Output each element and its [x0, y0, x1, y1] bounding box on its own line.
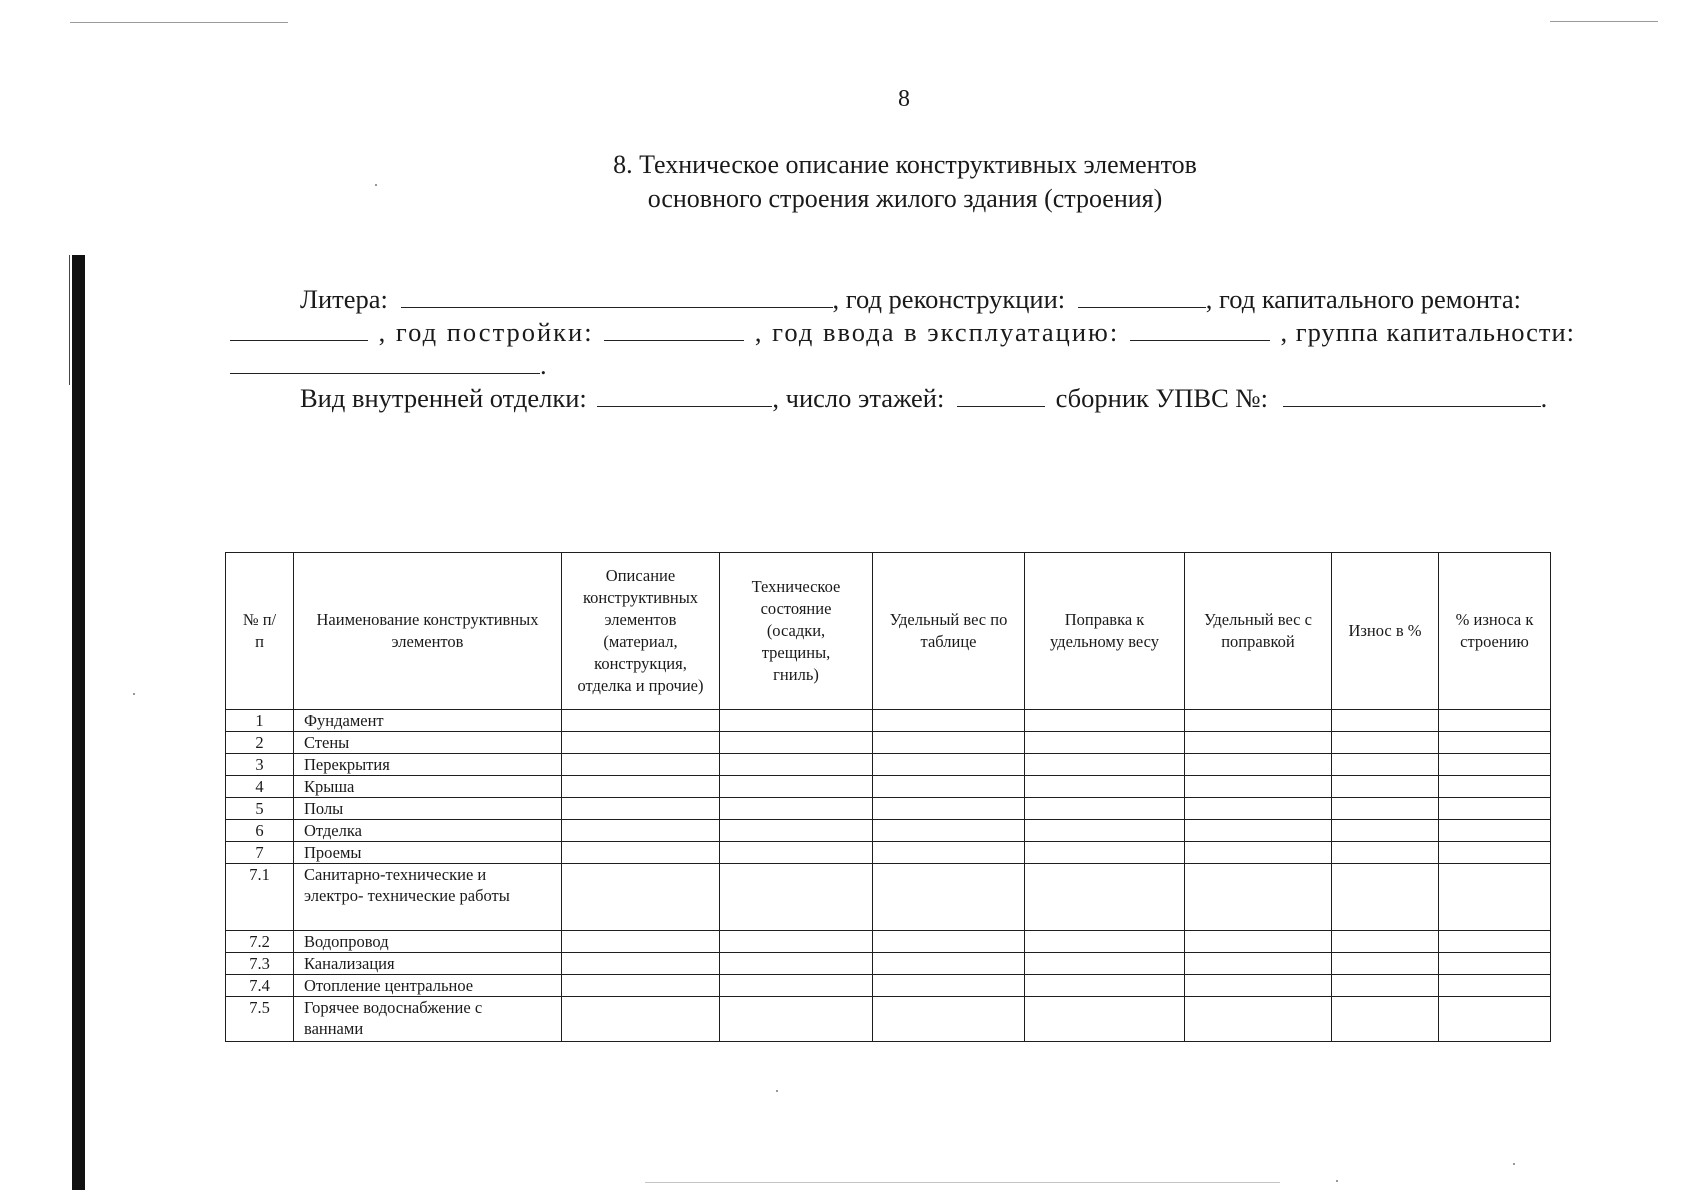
cell-wear-percent[interactable] [1332, 754, 1439, 776]
row-number: 3 [226, 754, 294, 776]
cell-weight-table[interactable] [873, 710, 1025, 732]
table-row [226, 710, 1551, 732]
cell-weight-correction[interactable] [1025, 931, 1185, 953]
cell-weight-correction[interactable] [1025, 732, 1185, 754]
cell-weight-table[interactable] [873, 953, 1025, 975]
construction-year-blank[interactable] [604, 314, 744, 341]
interior-finish-blank[interactable] [597, 380, 772, 407]
end-period: . [1540, 383, 1548, 413]
title-line-2: основного строения жилого здания (строения) [647, 184, 1163, 213]
construction-year-label: , год постройки: [378, 317, 594, 347]
row-name: Отделка [294, 820, 562, 842]
upvs-label: сборник УПВС №: [1055, 383, 1269, 413]
row-name: Санитарно-технические и электро- технические работы [294, 864, 562, 931]
capital-group-period: . [540, 350, 547, 380]
cell-weight-corrected[interactable] [1185, 842, 1332, 864]
cell-condition[interactable] [720, 864, 873, 931]
table-row [226, 953, 1551, 975]
cell-description[interactable] [562, 975, 720, 997]
cell-weight-corrected[interactable] [1185, 953, 1332, 975]
cell-description[interactable] [562, 842, 720, 864]
cell-weight-corrected[interactable] [1185, 975, 1332, 997]
cell-weight-corrected[interactable] [1185, 776, 1332, 798]
litera-label: Литера: [300, 284, 388, 314]
cell-wear-percent[interactable] [1332, 864, 1439, 931]
table-row [226, 798, 1551, 820]
capital-group-blank[interactable] [230, 347, 540, 374]
cell-wear-percent[interactable] [1332, 953, 1439, 975]
row-name: Полы [294, 798, 562, 820]
cell-condition[interactable] [720, 732, 873, 754]
cell-wear-percent[interactable] [1332, 820, 1439, 842]
cell-condition[interactable] [720, 931, 873, 953]
cell-weight-correction[interactable] [1025, 975, 1185, 997]
row-name: Стены [294, 732, 562, 754]
scan-speck [1336, 1180, 1338, 1182]
table-row [226, 820, 1551, 842]
title-line-1: 8. Техническое описание конструктивных элементов [613, 150, 1197, 179]
row-number: 7.1 [226, 864, 294, 931]
header-technical-condition: Техническое состояние (осадки, трещины, гниль) [720, 553, 873, 710]
row-number: 5 [226, 798, 294, 820]
cell-description[interactable] [562, 953, 720, 975]
table-row [226, 776, 1551, 798]
cell-wear-building[interactable] [1439, 842, 1551, 864]
cell-description[interactable] [562, 820, 720, 842]
cell-wear-building[interactable] [1439, 732, 1551, 754]
floors-label: , число этажей: [772, 383, 945, 413]
cell-weight-corrected[interactable] [1185, 864, 1332, 931]
cell-condition[interactable] [720, 798, 873, 820]
cell-weight-table[interactable] [873, 776, 1025, 798]
cell-weight-table[interactable] [873, 931, 1025, 953]
cell-condition[interactable] [720, 754, 873, 776]
cell-weight-table[interactable] [873, 820, 1025, 842]
cell-wear-building[interactable] [1439, 776, 1551, 798]
table-row [226, 732, 1551, 754]
upvs-blank[interactable] [1283, 380, 1541, 407]
header-wear-to-building: % износа к строению [1439, 553, 1551, 710]
row-number: 7.3 [226, 953, 294, 975]
scan-speck [776, 1090, 778, 1092]
row-name: Фундамент [294, 710, 562, 732]
cell-description[interactable] [562, 776, 720, 798]
row-number: 7.4 [226, 975, 294, 997]
cell-condition[interactable] [720, 776, 873, 798]
cell-wear-building[interactable] [1439, 820, 1551, 842]
capital-group-label: , группа капитальности: [1280, 317, 1575, 347]
cell-weight-correction[interactable] [1025, 842, 1185, 864]
scan-left-edge-thin-line [69, 255, 70, 385]
table-row [226, 754, 1551, 776]
row-number: 7.5 [226, 997, 294, 1042]
table-row [226, 864, 1551, 931]
interior-finish-label: Вид внутренней отделки: [300, 383, 587, 413]
cell-wear-percent[interactable] [1332, 710, 1439, 732]
cell-wear-percent[interactable] [1332, 842, 1439, 864]
row-name: Крыша [294, 776, 562, 798]
row-name: Отопление центральное [294, 975, 562, 997]
cell-weight-correction[interactable] [1025, 798, 1185, 820]
row-number: 7 [226, 842, 294, 864]
cell-wear-percent[interactable] [1332, 776, 1439, 798]
cell-wear-building[interactable] [1439, 798, 1551, 820]
header-description: Описание конструктивных элементов (материал, конструкция, отделка и прочие) [562, 553, 720, 710]
scan-edge-line-left [70, 22, 288, 23]
cell-condition[interactable] [720, 820, 873, 842]
cell-description[interactable] [562, 997, 720, 1042]
row-number: 6 [226, 820, 294, 842]
cell-weight-corrected[interactable] [1185, 710, 1332, 732]
cell-wear-percent[interactable] [1332, 931, 1439, 953]
cell-weight-corrected[interactable] [1185, 798, 1332, 820]
row-name: Проемы [294, 842, 562, 864]
cell-wear-building[interactable] [1439, 754, 1551, 776]
cell-weight-correction[interactable] [1025, 754, 1185, 776]
header-wear-percent: Износ в % [1332, 553, 1439, 710]
commissioning-label: , год ввода в эксплуатацию: [754, 317, 1120, 347]
cell-wear-percent[interactable] [1332, 975, 1439, 997]
commissioning-year-blank[interactable] [1130, 314, 1270, 341]
scan-edge-line-bottom [645, 1182, 1280, 1183]
header-element-name: Наименование конструктивных элементов [294, 553, 562, 710]
cell-weight-corrected[interactable] [1185, 931, 1332, 953]
cell-description[interactable] [562, 798, 720, 820]
building-info-fields [230, 281, 1575, 413]
capital-repair-year-blank-group [230, 314, 368, 349]
cell-weight-correction[interactable] [1025, 953, 1185, 975]
cell-description[interactable] [562, 732, 720, 754]
cell-description[interactable] [562, 754, 720, 776]
row-number: 1 [226, 710, 294, 732]
row-name: Канализация [294, 953, 562, 975]
cell-weight-table[interactable] [873, 975, 1025, 997]
cell-weight-corrected[interactable] [1185, 754, 1332, 776]
structural-elements-table [225, 552, 1551, 1042]
cell-wear-building[interactable] [1439, 997, 1551, 1042]
table-row [226, 842, 1551, 864]
cell-weight-corrected[interactable] [1185, 820, 1332, 842]
cell-weight-correction[interactable] [1025, 776, 1185, 798]
cell-weight-correction[interactable] [1025, 864, 1185, 931]
row-number: 7.2 [226, 931, 294, 953]
scan-speck [1513, 1163, 1515, 1165]
cell-weight-corrected[interactable] [1185, 732, 1332, 754]
cell-wear-percent[interactable] [1332, 997, 1439, 1042]
field-line-2 [230, 314, 1575, 347]
cell-weight-corrected[interactable] [1185, 997, 1332, 1042]
table-row [226, 931, 1551, 953]
field-line-1 [230, 281, 1575, 314]
table-header-row [226, 553, 1551, 710]
row-name: Перекрытия [294, 754, 562, 776]
cell-wear-building[interactable] [1439, 864, 1551, 931]
cell-description[interactable] [562, 864, 720, 931]
cell-condition[interactable] [720, 842, 873, 864]
cell-condition[interactable] [720, 975, 873, 997]
row-name: Горячее водоснабжение с ваннами [294, 997, 562, 1042]
cell-condition[interactable] [720, 953, 873, 975]
cell-weight-correction[interactable] [1025, 820, 1185, 842]
capital-repair-year-blank[interactable] [230, 314, 368, 341]
cell-wear-building[interactable] [1439, 975, 1551, 997]
header-number: № п/п [226, 553, 294, 710]
cell-wear-building[interactable] [1439, 953, 1551, 975]
document-title [500, 148, 1310, 216]
row-name: Водопровод [294, 931, 562, 953]
reconstruction-label: , год реконструкции: [832, 284, 1066, 314]
header-weight-corrected: Удельный вес с поправкой [1185, 553, 1332, 710]
cell-description[interactable] [562, 710, 720, 732]
header-specific-weight-table: Удельный вес по таблице [873, 553, 1025, 710]
scan-left-edge-bar [72, 255, 85, 1190]
cell-weight-table[interactable] [873, 798, 1025, 820]
cell-wear-percent[interactable] [1332, 732, 1439, 754]
cell-description[interactable] [562, 931, 720, 953]
header-weight-correction: Поправка к удельному весу [1025, 553, 1185, 710]
table-row [226, 975, 1551, 997]
cell-weight-table[interactable] [873, 864, 1025, 931]
cell-weight-correction[interactable] [1025, 710, 1185, 732]
row-number: 2 [226, 732, 294, 754]
cell-wear-percent[interactable] [1332, 798, 1439, 820]
table-row [226, 997, 1551, 1042]
cell-condition[interactable] [720, 710, 873, 732]
cell-wear-building[interactable] [1439, 710, 1551, 732]
row-number: 4 [226, 776, 294, 798]
scan-speck [375, 184, 377, 186]
scan-edge-line-right [1550, 21, 1658, 22]
page-number: 8 [898, 86, 910, 112]
field-line-4 [230, 380, 1575, 413]
litera-blank[interactable] [401, 281, 833, 308]
cell-wear-building[interactable] [1439, 931, 1551, 953]
scan-speck [133, 693, 135, 695]
field-line-3 [230, 347, 1575, 380]
cell-weight-table[interactable] [873, 754, 1025, 776]
cell-weight-table[interactable] [873, 732, 1025, 754]
cell-condition[interactable] [720, 997, 873, 1042]
cell-weight-table[interactable] [873, 842, 1025, 864]
cell-weight-table[interactable] [873, 997, 1025, 1042]
capital-repair-label: , год капитального ремонта: [1205, 284, 1522, 314]
reconstruction-year-blank[interactable] [1078, 281, 1206, 308]
cell-weight-correction[interactable] [1025, 997, 1185, 1042]
floors-blank[interactable] [957, 380, 1045, 407]
